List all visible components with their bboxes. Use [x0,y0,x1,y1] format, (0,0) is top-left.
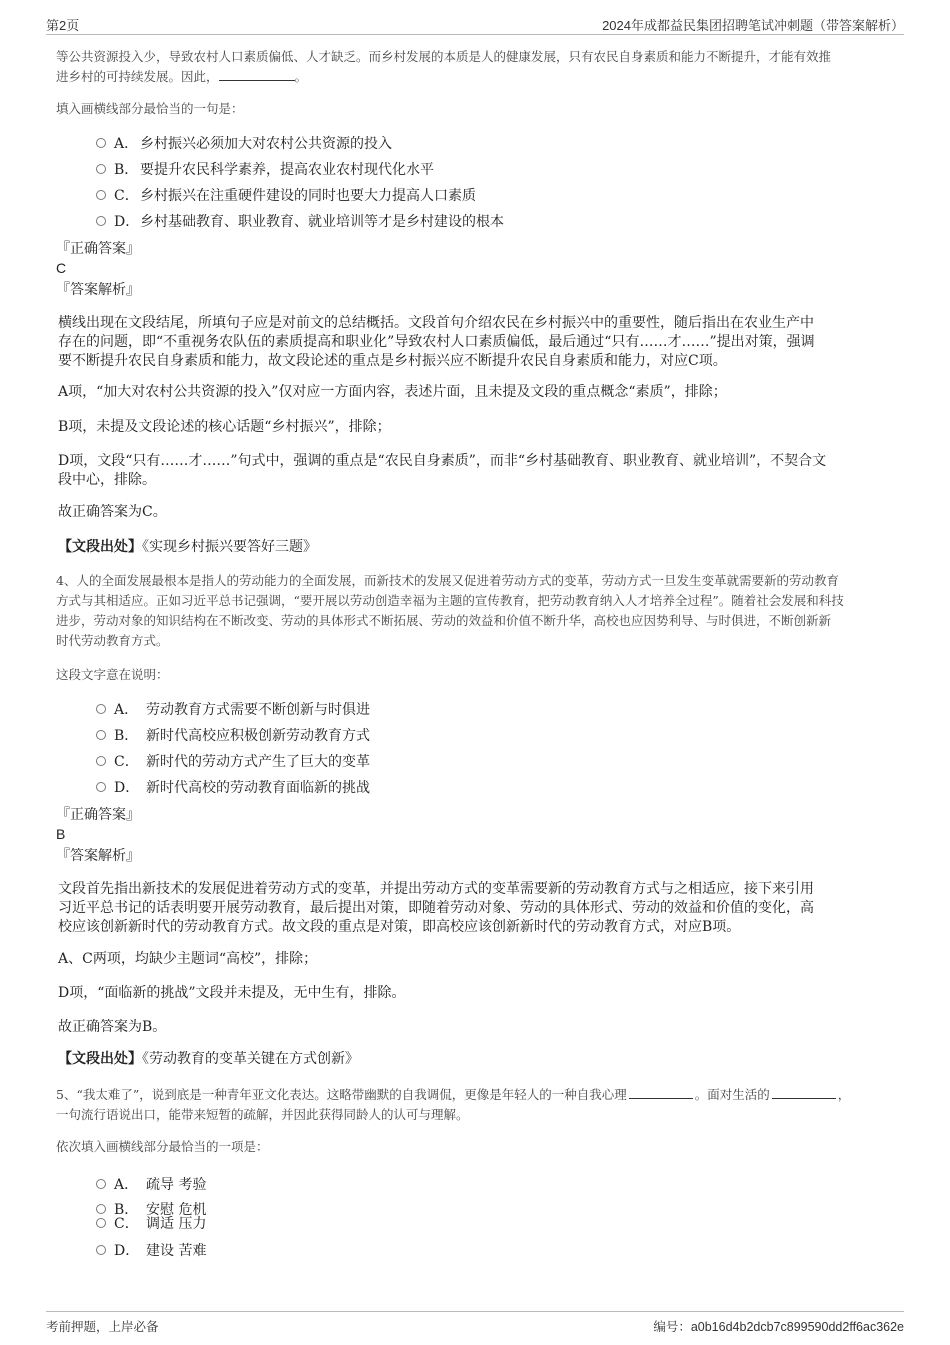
q5-option-c[interactable]: C． 调适 压力 [96,1215,206,1233]
radio-icon[interactable] [96,756,106,766]
q3-option-b[interactable]: B． 要提升农民科学素养，提高农业农村现代化水平 [96,161,434,179]
q4-source: 【文段出处】《劳动教育的变革关键在方式创新》 [58,1051,359,1067]
q5-option-a[interactable]: A． 疏导 考验 [96,1176,206,1194]
radio-icon[interactable] [96,1204,106,1214]
q5-option-b[interactable]: B． 安慰 危机 [96,1201,206,1219]
radio-icon[interactable] [96,164,106,174]
radio-icon[interactable] [96,1218,106,1228]
fill-blank-1 [629,1086,693,1099]
q5-prompt: 依次填入画横线部分最恰当的一项是： [56,1139,269,1154]
page-footer [46,1311,904,1336]
q3-passage [56,47,906,87]
q4-analysis-ac: A、C两项，均缺少主题词“高校”，排除； [58,951,318,967]
q4-analysis-d: D项，“面临新的挑战”文段并未提及，无中生有，排除。 [58,985,406,1001]
document-title: 2024年成都益民集团招聘笔试冲刺题（带答案解析） [602,18,904,33]
q4-option-c[interactable]: C． 新时代的劳动方式产生了巨大的变革 [96,753,370,771]
footer-slogan: 考前押题，上岸必备 [46,1320,159,1334]
q3-option-c[interactable]: C．乡村振兴在注重硬件建设的同时也要大力提高人口素质 [96,187,476,205]
page-number: 第2页 [46,18,80,33]
radio-icon[interactable] [96,1245,106,1255]
q5-passage: 5、“我太难了”，说到底是一种青年亚文化表达。这略带幽默的自我调侃，更像是年轻人的一种自我心理 。面对生活的 ， 一句流行语说出口，能带来短暂的疏解，并因此获得同龄人的认可与理解。 [56,1087,851,1122]
q3-conclusion: 故正确答案为C。 [58,504,167,520]
q4-prompt: 这段文字意在说明： [56,667,169,682]
radio-icon[interactable] [96,1179,106,1189]
q4-analysis-main: 文段首先指出新技术的发展促进着劳动方式的变革，并提出劳动方式的变革需要新的劳动教育方式与之相适应，接下来引用 习近平总书记的话表明要开展劳动教育，最后提出对策，即随着劳动对象、劳动的具体形式、劳动的效益和价值的变化，高 校应该创新新时代的劳动教育方式。故文段的重点是对策，即高校应该创新新时代的劳动教育方式，对应B项。 [58,881,814,935]
q4-conclusion: 故正确答案为B。 [58,1019,167,1035]
q4-option-b[interactable]: B． 新时代高校应积极创新劳动教育方式 [96,727,370,745]
q3-passage-line2: 进乡村的可持续发展。因此， 。 [56,69,308,84]
q4-answer: B [56,826,66,842]
q3-passage-line1: 等公共资源投入少，导致农村人口素质偏低、人才缺乏。而乡村发展的本质是人的健康发展，只有农民自身素质和能力不断提升，才能有效推 [56,49,832,64]
radio-icon[interactable] [96,216,106,226]
q4-option-a[interactable]: A． 劳动教育方式需要不断创新与时俱进 [96,701,370,719]
q4-option-d[interactable]: D． 新时代高校的劳动教育面临新的挑战 [96,779,370,797]
q3-analysis-d: D项，文段“只有……才……”句式中，强调的重点是“农民自身素质”，而非“乡村基础教育、职业教育、就业培训”，不契合文 段中心，排除。 [58,453,827,488]
radio-icon[interactable] [96,730,106,740]
page-header [46,12,904,35]
q3-analysis-b: B项，未提及文段论述的核心话题“乡村振兴”，排除； [58,419,391,435]
radio-icon[interactable] [96,138,106,148]
q4-passage: 4、人的全面发展最根本是指人的劳动能力的全面发展，而新技术的发展又促进着劳动方式的变革，劳动方式一旦发生变革就需要新的劳动教育 方式与其相适应。正如习近平总书记强调，“要开展以劳动创造幸福为主题的宣传教育，把劳动教育纳入人才培养全过程”。随着社会发展和科技 进步，劳动对象的知识结构在不断改变、劳动的具体形式不断拓展、劳动的效益和价值不断升华，高校也应因势利导、与时俱进，不断创新新 时代劳动教育方式。 [56,573,844,648]
q3-answer: C [56,260,67,276]
fill-blank [219,68,295,81]
radio-icon[interactable] [96,190,106,200]
q3-option-d[interactable]: D．乡村基础教育、职业教育、就业培训等才是乡村建设的根本 [96,213,504,231]
radio-icon[interactable] [96,782,106,792]
radio-icon[interactable] [96,704,106,714]
q4-analysis-label: 『答案解析』 [56,848,140,864]
q3-analysis-label: 『答案解析』 [56,282,140,298]
q3-analysis-a: A项，“加大对农村公共资源的投入”仅对应一方面内容，表述片面，且未提及文段的重点概念“素质”，排除； [58,384,727,400]
fill-blank-2 [772,1086,836,1099]
q3-option-a[interactable]: A． 乡村振兴必须加大对农村公共资源的投入 [96,135,392,153]
q3-prompt: 填入画横线部分最恰当的一句是： [56,101,244,116]
q5-option-d[interactable]: D． 建设 苦难 [96,1242,206,1260]
q3-source: 【文段出处】《实现乡村振兴要答好三题》 [58,539,317,555]
q3-analysis-main: 横线出现在文段结尾，所填句子应是对前文的总结概括。文段首句介绍农民在乡村振兴中的重要性，随后指出在农业生产中 存在的问题，即“不重视务农队伍的素质提高和职业化”导致农村人口素质偏低，最后通过“只有……才……”提出对策，强调 要不断提升农民自身素质和能力，故文段论述的重点是乡村振兴应不断提升农民自身素质和能力，对应C项。 [58,315,815,369]
q3-answer-label: 『正确答案』 [56,241,140,257]
document-id: 编号：a0b16d4b2dcb7c899590dd2ff6ac362e [653,1320,904,1334]
q4-answer-label: 『正确答案』 [56,807,140,823]
